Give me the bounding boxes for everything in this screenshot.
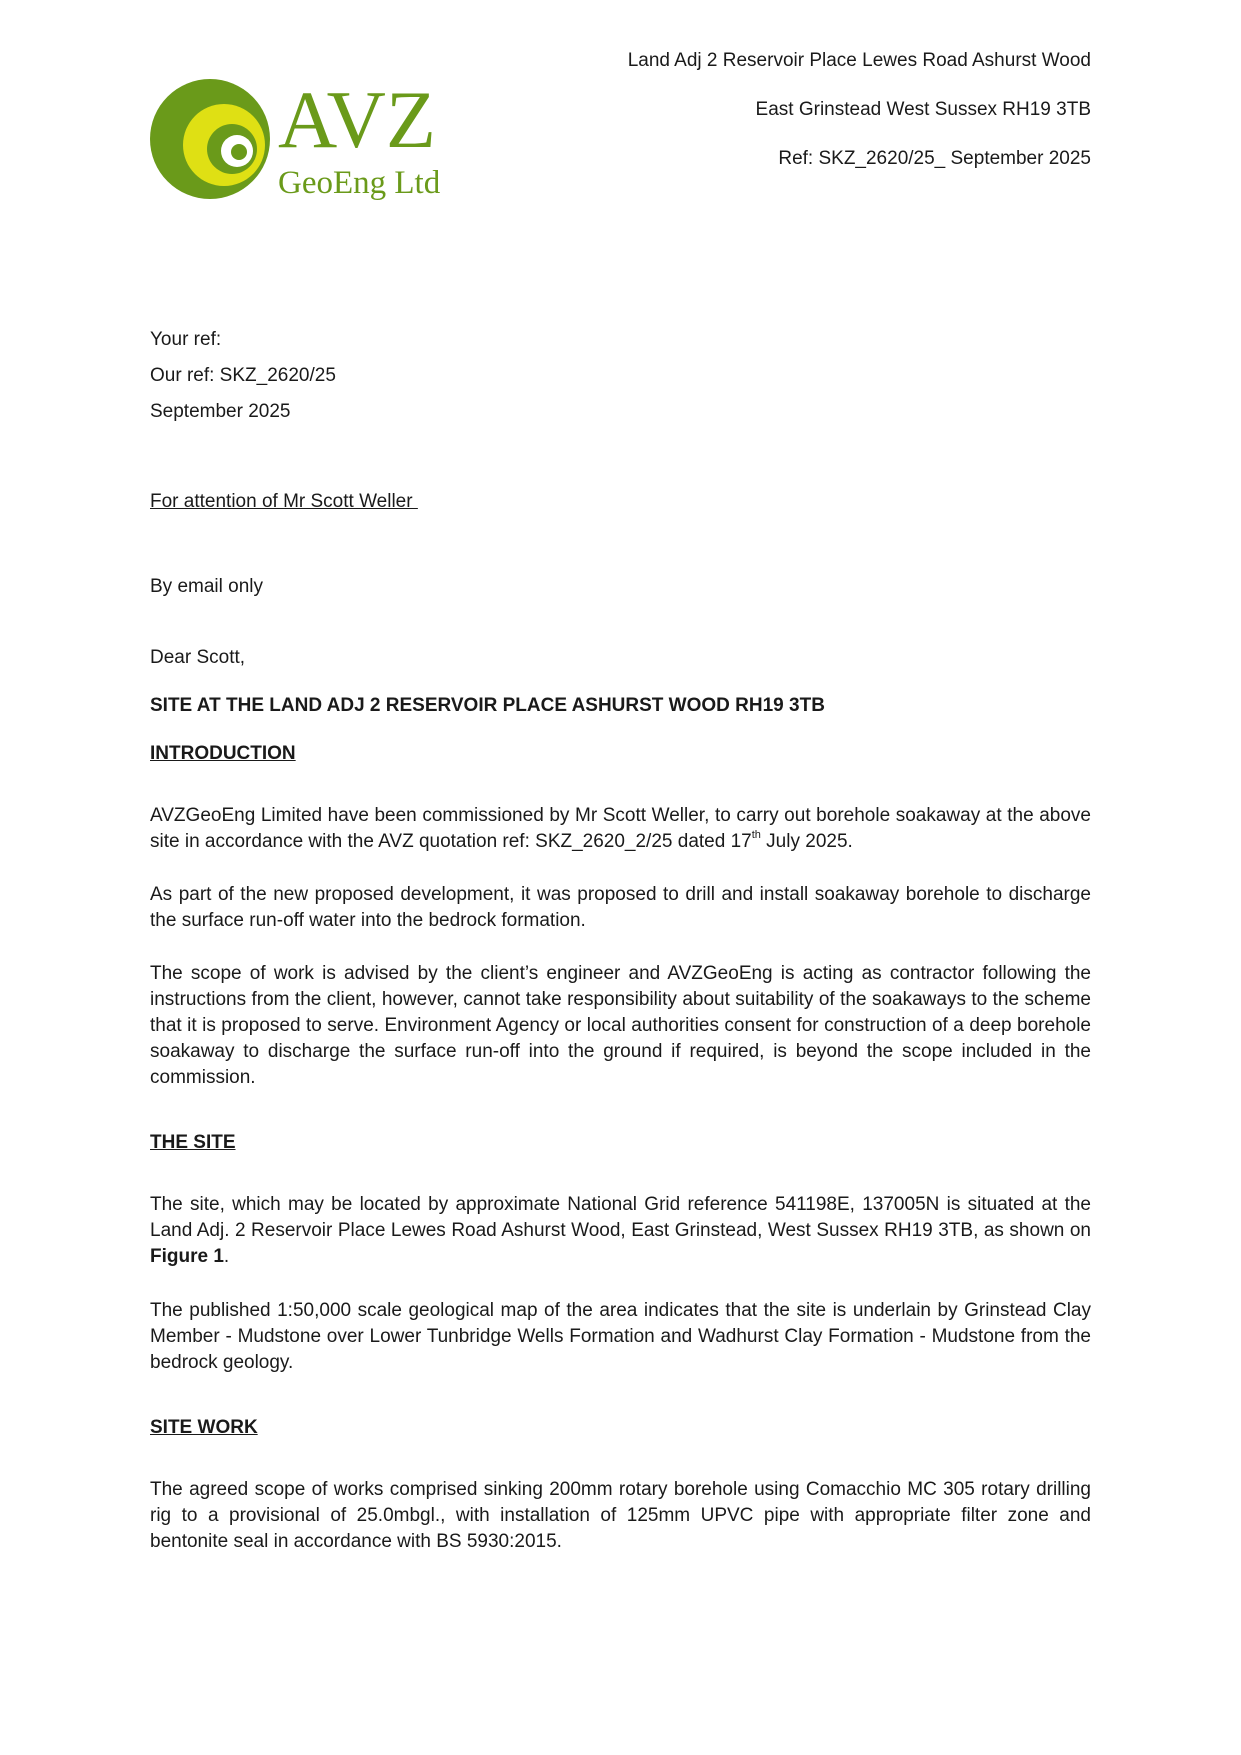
our-ref: Our ref: SKZ_2620/25 [150,365,336,386]
introduction-paragraph-2: As part of the new proposed development, it was proposed to drill and install soakaway borehole to discharge the surface run-off water into the bedrock formation. [150,884,1091,931]
site-heading: THE SITE [150,1132,236,1153]
site-work-paragraph-1: The agreed scope of works comprised sinking 200mm rotary borehole using Comacchio MC 305 rotary drilling rig to a provisional of 25.0mbgl., with installation of 125mm UPVC pipe with appropriate filter zone and bentonite seal in accordance with BS 5930:2015. [150,1479,1091,1552]
header-address-line-2: East Grinstead West Sussex RH19 3TB [755,99,1091,120]
letter-date: September 2025 [150,401,291,422]
attention-line: For attention of Mr Scott Weller [150,491,418,512]
figure-reference: Figure 1 [150,1246,224,1267]
header-reference: Ref: SKZ_2620/25_ September 2025 [778,148,1091,169]
avz-logo [150,77,470,202]
site-paragraph-1: The site, which may be located by approximate National Grid reference 541198E, 137005N is situated at the Land Adj. 2 Reservoir Place Lewes Road Ashurst Wood, East Grinstead, West Sussex RH19 3TB, as shown on Figure 1. [150,1194,1091,1267]
logo-brand: AVZ [278,77,436,165]
introduction-heading: INTRODUCTION [150,743,296,764]
header-address-line-1: Land Adj 2 Reservoir Place Lewes Road Ashurst Wood [627,50,1091,71]
your-ref: Your ref: [150,329,222,350]
site-paragraph-2: The published 1:50,000 scale geological map of the area indicates that the site is underlain by Grinstead Clay Member - Mudstone over Lower Tunbridge Wells Formation and Wadhurst Clay Formation - Mudstone from the bedrock geology. [150,1300,1091,1373]
logo-core [231,144,247,160]
salutation: Dear Scott, [150,647,246,668]
delivery-note: By email only [150,576,263,597]
subject-line: SITE AT THE LAND ADJ 2 RESERVOIR PLACE ASHURST WOOD RH19 3TB [150,695,825,716]
reference-block [150,322,1091,430]
introduction-paragraph-1: AVZGeoEng Limited have been commissioned by Mr Scott Weller, to carry out borehole soakaway at the above site in accordance with the AVZ quotation ref: SKZ_2620_2/25 dated 17th July 2025. [150,805,1091,852]
introduction-paragraph-3: The scope of work is advised by the client’s engineer and AVZGeoEng is acting as contractor following the instructions from the client, however, cannot take responsibility about suitability of the soakaways to the scheme that it is proposed to serve. Environment Agency or local authorities consent for construction of a deep borehole soakaway to discharge the surface run-off into the ground if required, is beyond the scope included in the commission. [150,963,1091,1088]
site-work-heading: SITE WORK [150,1417,258,1438]
ordinal-suffix: th [751,828,761,841]
logo-subbrand: GeoEng Ltd [278,165,441,201]
